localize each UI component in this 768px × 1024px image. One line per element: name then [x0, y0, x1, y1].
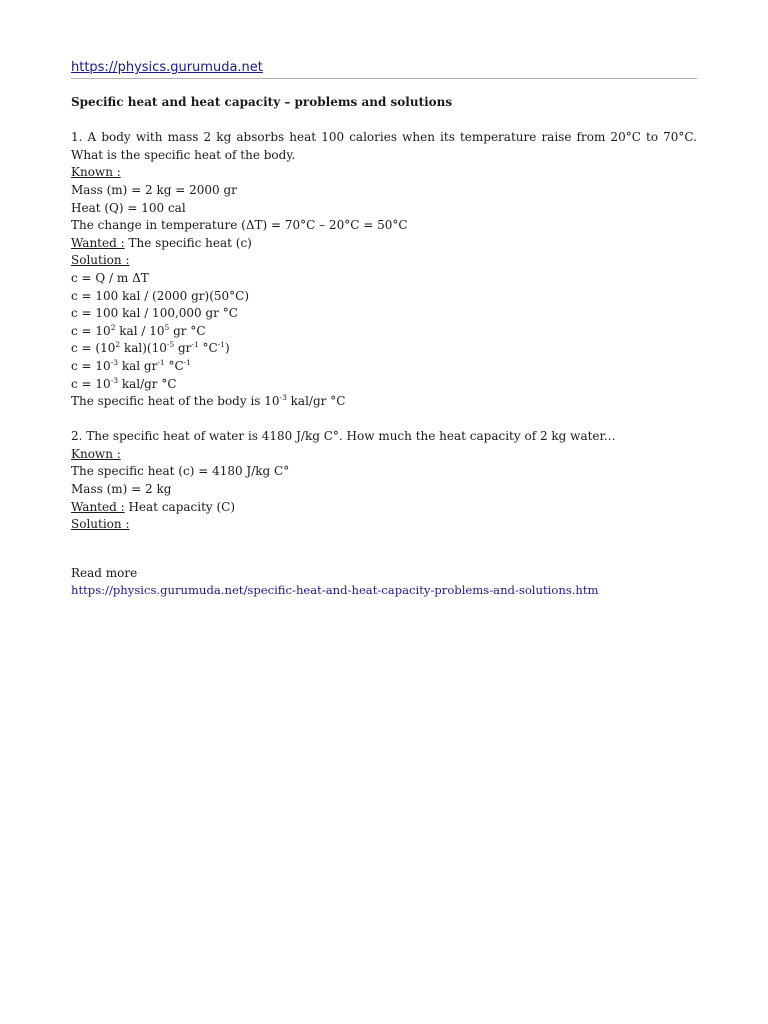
wanted-label: Wanted :	[71, 235, 125, 250]
known-temp-change: The change in temperature (ΔT) = 70°C – 20°C = 50°C	[71, 218, 408, 233]
solution-step-7	[71, 376, 697, 394]
solution-step-4	[71, 323, 697, 341]
step4-text-c: gr °C	[169, 323, 206, 338]
known-label: Known :	[71, 165, 121, 180]
step7-exponent-1: -3	[110, 375, 118, 385]
step5-text-d: °C	[198, 341, 218, 356]
step4-text-a: c = 10	[71, 323, 111, 338]
step6-text-c: °C	[164, 358, 184, 373]
document-page	[71, 58, 697, 600]
wanted-label: Wanted :	[71, 499, 125, 514]
problem2-statement: 2. The specific heat of water is 4180 J/kg C°. How much the heat capacity of 2 kg water...	[71, 429, 616, 444]
problem1-statement-line1: 1. A body with mass 2 kg absorbs heat 100 calories when its temperature raise from 20°C to 70°C.	[71, 130, 697, 145]
step6-text-a: c = 10	[71, 358, 111, 373]
step6-text-b: kal gr	[118, 358, 158, 373]
spacer	[71, 112, 697, 130]
spacer	[71, 534, 697, 565]
answer-exponent: -3	[279, 393, 287, 403]
step5-text-e: )	[225, 341, 230, 356]
known-specific-heat: The specific heat (c) = 4180 J/kg C°	[71, 464, 290, 479]
step7-text-b: kal/gr °C	[118, 376, 177, 391]
step6-exponent-3: -1	[183, 357, 191, 367]
problem1-answer	[71, 393, 697, 411]
wanted-text: Heat capacity (C)	[124, 499, 236, 514]
problem1-statement-line2: What is the specific heat of the body.	[71, 147, 296, 162]
solution-step-5	[71, 340, 697, 358]
header-divider	[71, 78, 697, 79]
step5-exponent-4: -1	[217, 340, 226, 350]
solution-step-6	[71, 358, 697, 376]
step5-exponent-2: -5	[166, 340, 175, 350]
read-more-label: Read more	[71, 565, 138, 580]
solution-step-3: c = 100 kal / 100,000 gr °C	[71, 306, 238, 321]
known-mass: Mass (m) = 2 kg	[71, 482, 172, 497]
step7-text-a: c = 10	[71, 376, 111, 391]
document-body	[71, 94, 697, 600]
step5-text-a: c = (10	[71, 341, 116, 356]
wanted-line	[71, 499, 697, 517]
step4-text-b: kal / 10	[115, 323, 165, 338]
known-heat: Heat (Q) = 100 cal	[71, 200, 186, 215]
known-mass: Mass (m) = 2 kg = 2000 gr	[71, 182, 237, 197]
solution-label: Solution :	[71, 517, 130, 532]
read-more-link[interactable]: https://physics.gurumuda.net/specific-heat-and-heat-capacity-problems-and-solutions.htm	[71, 583, 599, 598]
step5-exponent-3: -1	[191, 340, 199, 350]
answer-text-b: kal/gr °C	[286, 394, 346, 409]
spacer	[71, 411, 697, 429]
step4-exponent-1: 2	[110, 322, 116, 332]
solution-step-1: c = Q / m ΔT	[71, 270, 149, 285]
step5-text-b: kal)(10	[120, 341, 167, 356]
site-url-link[interactable]: https://physics.gurumuda.net	[71, 60, 263, 75]
answer-text-a: The specific heat of the body is 10	[71, 394, 280, 409]
step5-exponent-1: 2	[115, 340, 121, 350]
known-label: Known :	[71, 446, 121, 461]
step5-text-c: gr	[174, 341, 192, 356]
wanted-line	[71, 235, 697, 253]
solution-label: Solution :	[71, 253, 130, 268]
step4-exponent-2: 5	[164, 322, 170, 332]
step6-exponent-2: -1	[157, 357, 165, 367]
page-header	[71, 58, 697, 78]
wanted-text: The specific heat (c)	[124, 235, 252, 250]
step6-exponent-1: -3	[110, 357, 118, 367]
document-title: Specific heat and heat capacity – problems and solutions	[71, 95, 453, 109]
solution-step-2: c = 100 kal / (2000 gr)(50°C)	[71, 288, 250, 303]
